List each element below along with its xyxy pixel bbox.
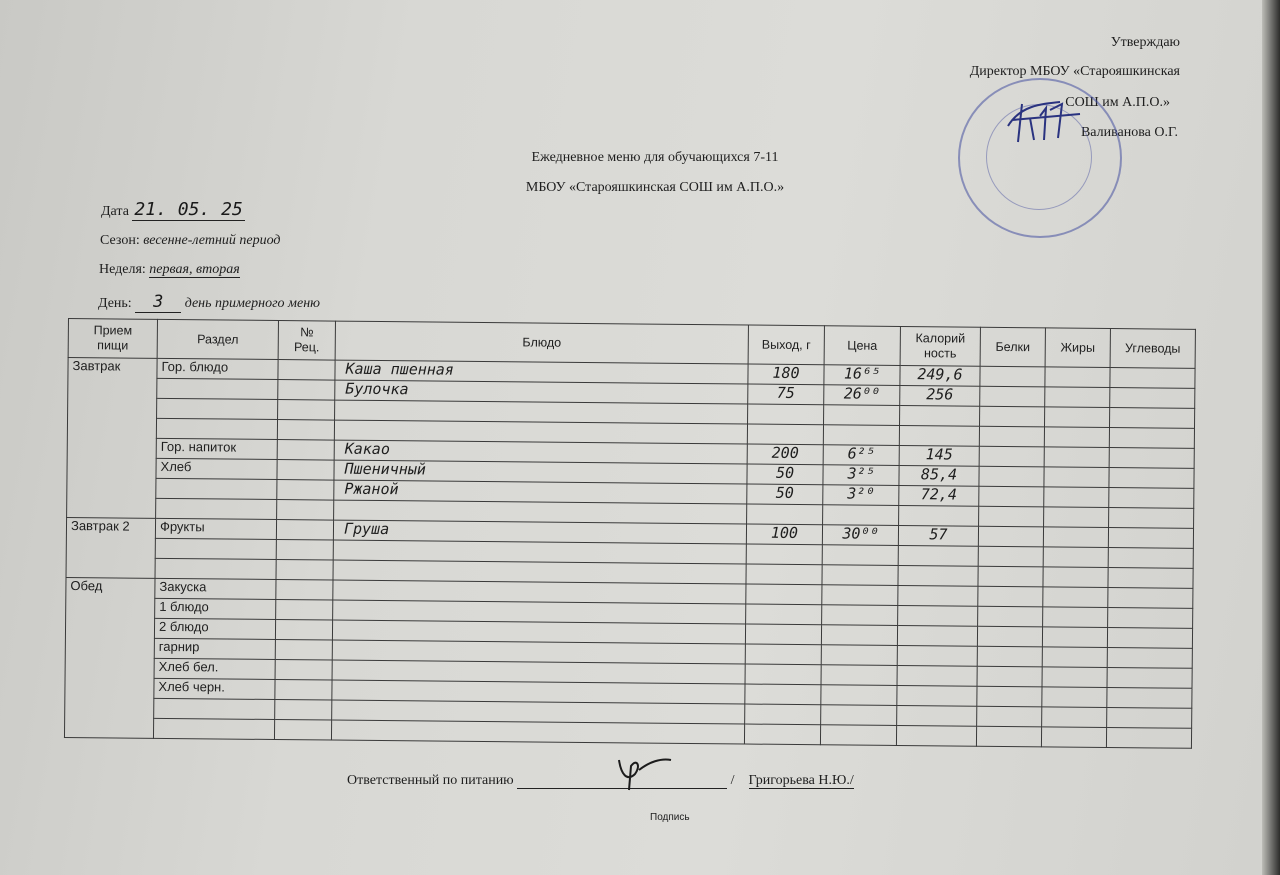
price-cell — [823, 425, 899, 446]
protein-cell — [980, 386, 1045, 407]
price-cell — [821, 685, 897, 706]
carbs-cell — [1109, 468, 1194, 489]
week-value: первая, вторая — [149, 262, 240, 277]
fat-cell — [1043, 607, 1108, 628]
season-label: Сезон: — [100, 233, 140, 248]
section-cell: 2 блюдо — [154, 618, 275, 639]
price-cell — [821, 625, 897, 646]
header-price: Цена — [824, 326, 900, 366]
price-cell — [822, 565, 898, 586]
carbs-cell — [1107, 667, 1192, 688]
section-cell: 1 блюдо — [155, 598, 276, 619]
calories-cell — [899, 425, 979, 446]
price-cell — [821, 645, 897, 666]
signature-label: Ответственный по питанию — [347, 773, 514, 788]
calories-cell — [898, 605, 978, 626]
director-signature — [1000, 96, 1090, 148]
calories-cell — [897, 625, 977, 646]
output-cell — [748, 404, 824, 425]
recipe-cell — [277, 440, 334, 461]
output-cell — [745, 664, 821, 685]
week-row — [99, 262, 240, 278]
carbs-cell — [1108, 547, 1193, 568]
calories-cell — [897, 685, 977, 706]
price-cell: 16⁶⁵ — [824, 365, 900, 386]
fat-cell — [1043, 587, 1108, 608]
carbs-cell — [1110, 388, 1195, 409]
approval-title: Утверждаю — [1110, 35, 1180, 50]
output-cell: 100 — [746, 524, 822, 545]
calories-cell — [898, 545, 978, 566]
fat-cell — [1042, 707, 1107, 728]
price-cell — [821, 665, 897, 686]
recipe-cell — [278, 380, 335, 401]
carbs-cell — [1108, 567, 1193, 588]
calories-cell: 72,4 — [899, 485, 979, 506]
meal-cell: Завтрак 2 — [66, 517, 156, 578]
page-edge-shadow — [1262, 0, 1280, 875]
carbs-cell — [1109, 507, 1194, 528]
header-fat: Жиры — [1045, 328, 1110, 368]
recipe-cell — [275, 660, 332, 681]
section-cell: Хлеб бел. — [154, 658, 275, 679]
output-cell — [745, 704, 821, 725]
protein-cell — [978, 606, 1043, 627]
date-value: 21. 05. 25 — [134, 199, 243, 220]
carbs-cell — [1108, 607, 1193, 628]
fat-cell — [1045, 367, 1110, 388]
fat-cell — [1042, 627, 1107, 648]
dish-cell: Каша пшенная — [335, 360, 748, 384]
recipe-cell — [276, 520, 333, 541]
signature-caption: Подпись — [650, 812, 690, 823]
dish-cell: Булочка — [335, 380, 748, 404]
fat-cell — [1042, 647, 1107, 668]
price-cell — [823, 505, 899, 526]
fat-cell — [1044, 427, 1109, 448]
recipe-cell — [277, 460, 334, 481]
dish-cell — [331, 720, 744, 744]
fat-cell — [1044, 407, 1109, 428]
recipe-cell — [276, 560, 333, 581]
menu-title: Ежедневное меню для обучающихся 7-11 — [531, 150, 779, 165]
calories-cell — [897, 705, 977, 726]
recipe-cell — [277, 500, 334, 521]
fat-cell — [1042, 687, 1107, 708]
recipe-cell — [278, 400, 335, 421]
price-cell — [822, 585, 898, 606]
carbs-cell — [1107, 647, 1192, 668]
carbs-cell — [1107, 627, 1192, 648]
signature-slash: / — [730, 773, 735, 788]
output-cell: 50 — [747, 484, 823, 505]
protein-cell — [979, 426, 1044, 447]
section-cell — [156, 418, 277, 439]
calories-cell — [899, 505, 979, 526]
recipe-cell — [277, 480, 334, 501]
header-carbs: Углеводы — [1110, 329, 1195, 369]
responsible-signature — [609, 752, 679, 792]
header-calories: Калорий ность — [900, 326, 980, 366]
output-cell — [746, 604, 822, 625]
output-cell — [745, 624, 821, 645]
day-value: 3 — [135, 292, 181, 313]
recipe-cell — [277, 420, 334, 441]
price-cell — [820, 725, 896, 746]
day-label: День: — [98, 296, 132, 311]
price-cell: 26⁰⁰ — [824, 385, 900, 406]
dish-cell: Груша — [333, 520, 746, 544]
protein-cell — [979, 486, 1044, 507]
recipe-cell — [275, 620, 332, 641]
recipe-cell — [275, 680, 332, 701]
section-cell — [156, 478, 277, 499]
menu-table — [64, 318, 1196, 749]
dish-cell: Ржаной — [334, 480, 747, 504]
price-cell: 6²⁵ — [823, 445, 899, 466]
recipe-cell — [278, 360, 335, 381]
output-cell — [746, 584, 822, 605]
header-dish: Блюдо — [335, 321, 748, 364]
protein-cell — [978, 546, 1043, 567]
fat-cell — [1044, 467, 1109, 488]
calories-cell: 256 — [900, 385, 980, 406]
day-suffix: день примерного меню — [184, 296, 321, 311]
calories-cell — [896, 725, 976, 746]
protein-cell — [980, 366, 1045, 387]
price-cell — [824, 405, 900, 426]
section-cell — [155, 558, 276, 579]
protein-cell — [978, 586, 1043, 607]
output-cell — [747, 504, 823, 525]
carbs-cell — [1108, 587, 1193, 608]
section-cell: Хлеб черн. — [154, 678, 275, 699]
recipe-cell — [275, 700, 332, 721]
fat-cell — [1042, 667, 1107, 688]
fat-cell — [1043, 527, 1108, 548]
output-cell — [744, 724, 820, 745]
recipe-cell — [275, 640, 332, 661]
protein-cell — [979, 506, 1044, 527]
date-row — [101, 199, 245, 220]
recipe-cell — [276, 580, 333, 601]
calories-cell: 57 — [898, 525, 978, 546]
price-cell: 3²⁰ — [823, 485, 899, 506]
fat-cell — [1044, 487, 1109, 508]
output-cell — [746, 544, 822, 565]
calories-cell — [900, 405, 980, 426]
calories-cell: 85,4 — [899, 465, 979, 486]
price-cell — [821, 705, 897, 726]
section-cell: Закуска — [155, 578, 276, 599]
season-value: весенне-летний период — [143, 233, 281, 248]
calories-cell — [898, 565, 978, 586]
recipe-cell — [276, 600, 333, 621]
recipe-cell — [276, 540, 333, 561]
carbs-cell — [1107, 687, 1192, 708]
output-cell: 50 — [747, 464, 823, 485]
section-cell: Гор. блюдо — [157, 358, 278, 379]
carbs-cell — [1110, 368, 1195, 389]
protein-cell — [977, 686, 1042, 707]
calories-cell — [898, 585, 978, 606]
signature-name: Григорьева Н.Ю./ — [748, 773, 854, 788]
day-row — [98, 292, 320, 313]
school-title: МБОУ «Старояшкинская СОШ им А.П.О.» — [525, 180, 785, 195]
output-cell — [745, 684, 821, 705]
calories-cell: 145 — [899, 445, 979, 466]
calories-cell: 249,6 — [900, 365, 980, 386]
section-cell: гарнир — [154, 638, 275, 659]
protein-cell — [980, 406, 1045, 427]
section-cell — [156, 498, 277, 519]
table-body — [64, 358, 1195, 749]
protein-cell — [977, 706, 1042, 727]
output-cell: 75 — [748, 384, 824, 405]
output-cell — [747, 424, 823, 445]
fat-cell — [1043, 567, 1108, 588]
protein-cell — [977, 626, 1042, 647]
approval-name: Валиванова О.Г. — [1080, 125, 1178, 140]
meal-cell: Обед — [64, 577, 155, 738]
carbs-cell — [1109, 408, 1194, 429]
output-cell: 200 — [747, 444, 823, 465]
output-cell — [746, 564, 822, 585]
date-label: Дата — [101, 204, 129, 219]
section-cell — [155, 538, 276, 559]
protein-cell — [979, 466, 1044, 487]
protein-cell — [976, 726, 1041, 747]
protein-cell — [977, 646, 1042, 667]
recipe-cell — [274, 720, 331, 741]
fat-cell — [1044, 507, 1109, 528]
header-output: Выход, г — [748, 325, 824, 365]
approval-school: СОШ им А.П.О.» — [1065, 95, 1170, 110]
season-row — [100, 233, 281, 249]
protein-cell — [977, 666, 1042, 687]
section-cell: Гор. напиток — [156, 438, 277, 459]
price-cell — [822, 605, 898, 626]
section-cell — [157, 378, 278, 399]
carbs-cell — [1108, 527, 1193, 548]
fat-cell — [1043, 547, 1108, 568]
header-section: Раздел — [157, 319, 278, 359]
fat-cell — [1045, 387, 1110, 408]
carbs-cell — [1109, 487, 1194, 508]
output-cell — [745, 644, 821, 665]
protein-cell — [979, 446, 1044, 467]
fat-cell — [1044, 447, 1109, 468]
carbs-cell — [1109, 448, 1194, 469]
header-protein: Белки — [980, 327, 1045, 367]
carbs-cell — [1109, 428, 1194, 449]
dish-cell: Какао — [334, 440, 747, 464]
header-meal: Прием пищи — [68, 319, 157, 359]
output-cell: 180 — [748, 364, 824, 385]
section-cell: Хлеб — [156, 458, 277, 479]
protein-cell — [978, 566, 1043, 587]
price-cell: 30⁰⁰ — [822, 525, 898, 546]
approval-position: Директор МБОУ «Старояшкинская — [969, 64, 1180, 79]
calories-cell — [897, 645, 977, 666]
fat-cell — [1041, 727, 1106, 748]
section-cell — [157, 398, 278, 419]
calories-cell — [897, 665, 977, 686]
signature-row — [347, 773, 854, 789]
section-cell: Фрукты — [155, 518, 276, 539]
price-cell: 3²⁵ — [823, 465, 899, 486]
section-cell — [154, 698, 275, 719]
carbs-cell — [1107, 707, 1192, 728]
header-recipe: № Рец. — [278, 321, 335, 361]
week-label: Неделя: — [99, 262, 146, 277]
carbs-cell — [1106, 727, 1191, 748]
meal-cell: Завтрак — [67, 358, 158, 519]
signature-line — [517, 774, 727, 789]
price-cell — [822, 545, 898, 566]
dish-cell: Пшеничный — [334, 460, 747, 484]
section-cell — [153, 718, 274, 739]
protein-cell — [978, 526, 1043, 547]
